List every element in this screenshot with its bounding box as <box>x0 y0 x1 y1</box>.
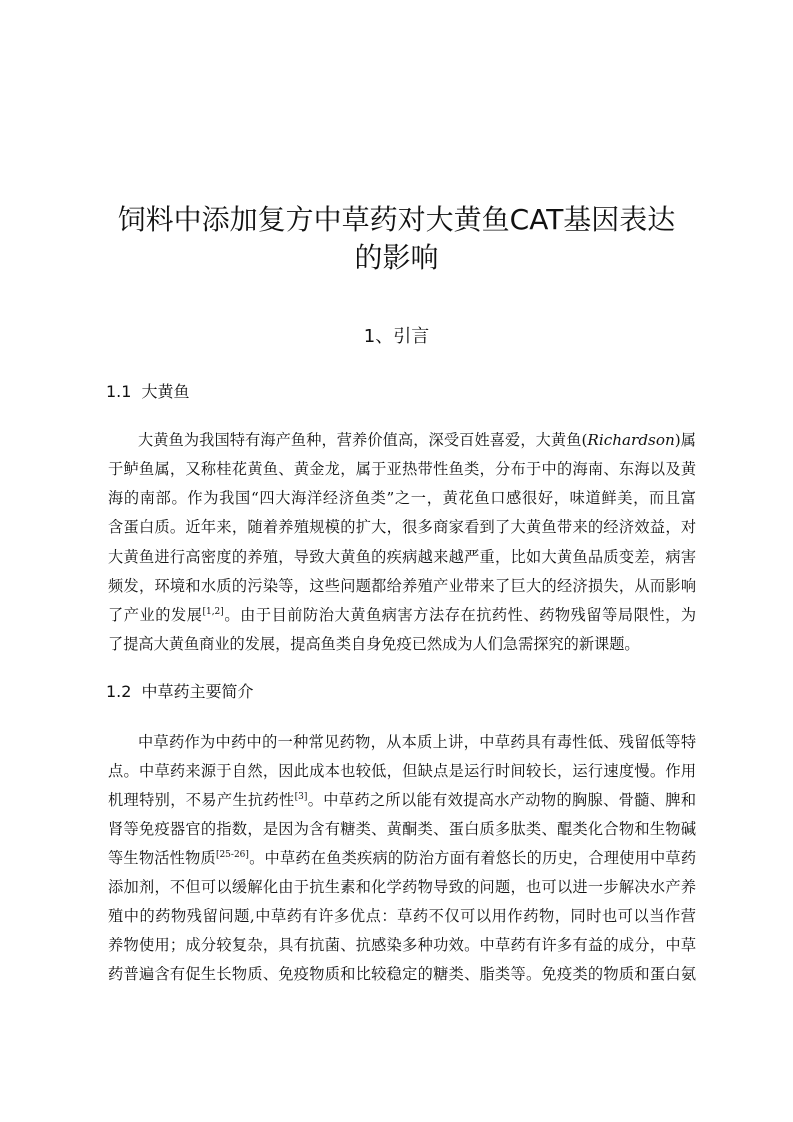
subsection-title: 大黄鱼 <box>141 382 190 401</box>
text-line: 了产业的发展[1,2]。由于目前防治大黄鱼病害方法存在抗药性、药物残留等局限性，为 <box>108 606 697 624</box>
text-line: 点。中草药来源于自然，因此成本也较低，但缺点是运行时间较长，运行速度慢。作用 <box>108 762 696 780</box>
text-line: 大黄鱼进行高密度的养殖，导致大黄鱼的疾病越来越严重，比如大黄鱼品质变差，病害 <box>108 548 696 566</box>
citation: [3] <box>294 791 308 802</box>
citation: [25-26] <box>215 849 249 860</box>
subsection-title: 中草药主要简介 <box>141 682 254 701</box>
text-line: 含蛋白质。近年来，随着养殖规模的扩大，很多商家看到了大黄鱼带来的经济效益，对 <box>108 518 696 536</box>
text-line: 大黄鱼为我国特有海产鱼种，营养价值高，深受百姓喜爱，大黄鱼(Richardson)属 <box>138 431 696 449</box>
text-line: 机理特别，不易产生抗药性[3]。中草药之所以能有效提高水产动物的胸腺、骨髓、脾和 <box>108 791 697 809</box>
text-line: 等生物活性物质[25-26]。中草药在鱼类疾病的防治方面有着悠长的历史，合理使用中草药 <box>108 849 697 867</box>
document-title: 饲料中添加复方中草药对大黄鱼CAT基因表达 <box>117 203 676 236</box>
text-line: 于鲈鱼属，又称桂花黄鱼、黄金龙，属于亚热带性鱼类，分布于中的海南、东海以及黄 <box>108 460 696 478</box>
text-line: 频发，环境和水质的污染等，这些问题都给养殖产业带来了巨大的经济损失，从而影响 <box>108 577 696 595</box>
text-line: 养物使用；成分较复杂，具有抗菌、抗感染多种功效。中草药有许多有益的成分，中草 <box>108 936 696 954</box>
subsection-heading-1-1 <box>106 380 189 404</box>
text-line: 肾等免疫器官的指数，是因为含有糖类、黄酮类、蛋白质多肽类、醌类化合物和生物碱 <box>108 820 696 838</box>
species-name: Richardson <box>587 431 675 449</box>
subsection-number: 1.1 <box>106 382 132 401</box>
subsection-number: 1.2 <box>106 682 132 701</box>
subsection-heading-1-2 <box>106 680 253 704</box>
text-line: 海的南部。作为我国“四大海洋经济鱼类”之一，黄花鱼口感很好，味道鲜美，而且富 <box>108 489 696 507</box>
text-line: 药普遍含有促生长物质、免疫物质和比较稳定的糖类、脂类等。免疫类的物质和蛋白氨 <box>108 965 696 983</box>
document-title-continued: 的影响 <box>354 241 439 274</box>
citation: [1,2] <box>202 606 224 617</box>
section-heading-introduction: 1、引言 <box>363 326 430 347</box>
text-line: 添加剂，不但可以缓解化由于抗生素和化学药物导致的问题，也可以进一步解决水产养 <box>108 878 696 896</box>
text-line: 了提高大黄鱼商业的发展，提高鱼类自身免疫已然成为人们急需探究的新课题。 <box>108 635 640 653</box>
text-line: 殖中的药物残留问题,中草药有许多优点：草药不仅可以用作药物，同时也可以当作营 <box>108 907 696 925</box>
text-line: 中草药作为中药中的一种常见药物，从本质上讲，中草药具有毒性低、残留低等特 <box>138 733 696 751</box>
